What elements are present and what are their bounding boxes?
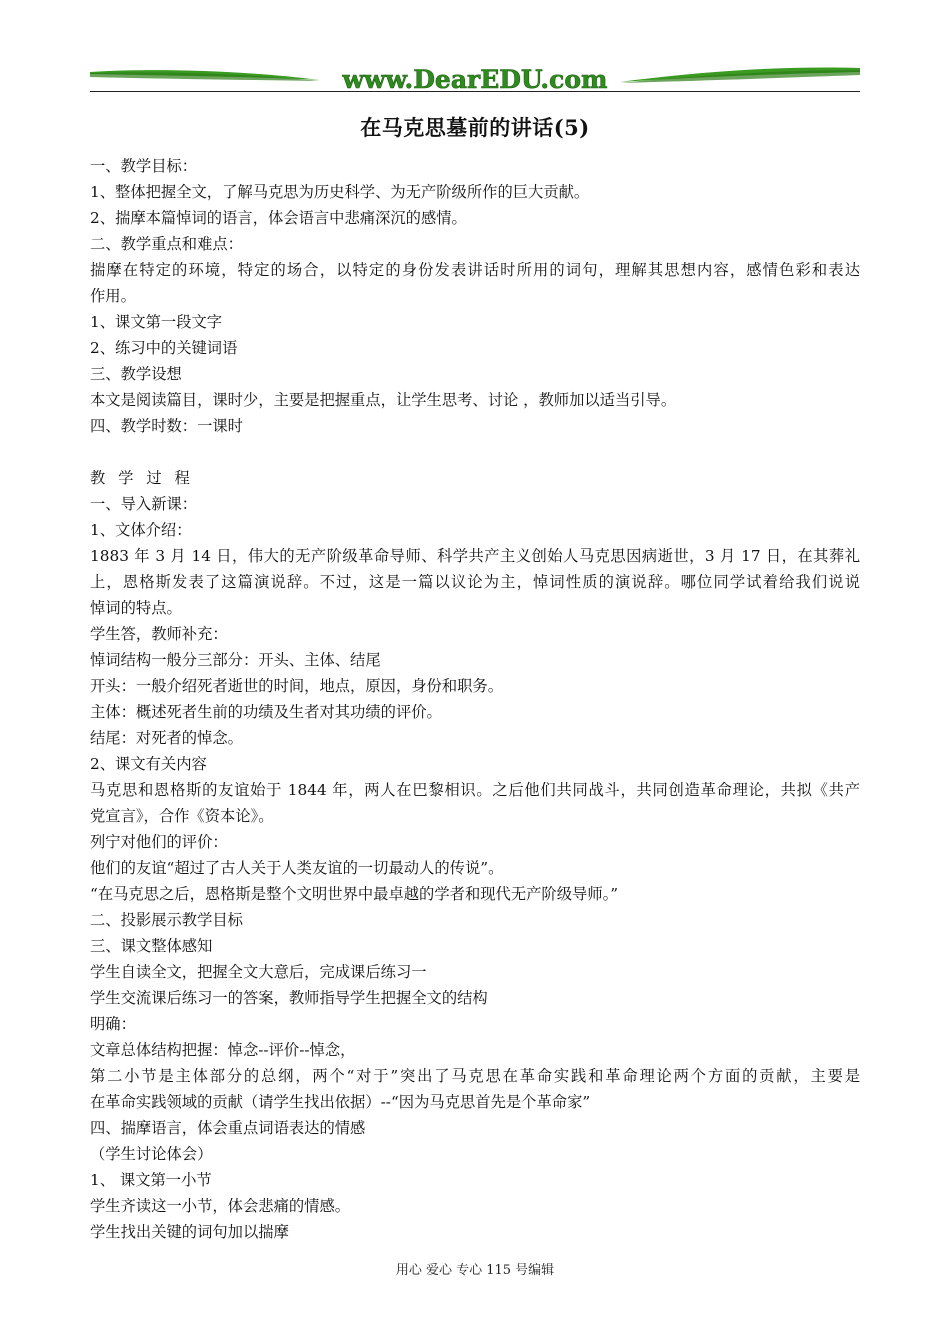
text-line: 第二小节是主体部分的总纲，两个“对于”突出了马克思在革命实践和革命理论两个方面的贡献，主要是	[90, 1067, 860, 1085]
text-line	[90, 439, 860, 465]
text-line: 1、 课文第一小节	[90, 1171, 212, 1189]
text-line: 三、教学设想	[90, 365, 182, 383]
text-line: 学生答，教师补充：	[90, 625, 228, 643]
document-body	[90, 153, 860, 1245]
text-line: 二、教学重点和难点：	[90, 235, 243, 253]
text-line: 揣摩在特定的环境，特定的场合，以特定的身份发表讲话时所用的词句，理解其思想内容，感情色彩和表达	[90, 261, 860, 279]
text-line: 一、导入新课：	[90, 495, 198, 513]
text-line: 1883 年 3 月 14 日，伟大的无产阶级革命导师、科学共产主义创始人马克思因病逝世，3 月 17 日，在其葬礼	[90, 547, 860, 565]
text-line: 四、教学时数：一课时	[90, 417, 243, 435]
text-line: 学生齐读这一小节，体会悲痛的情感。	[90, 1197, 351, 1215]
text-line: 文章总体结构把握：悼念--评价--悼念，	[90, 1041, 356, 1059]
text-line: 结尾：对死者的悼念。	[90, 729, 243, 747]
text-line: 上，恩格斯发表了这篇演说辞。不过，这是一篇以议论为主，悼词性质的演说辞。哪位同学试着给我们说说	[90, 573, 860, 591]
text-line: 学生交流课后练习一的答案，教师指导学生把握全文的结构	[90, 989, 488, 1007]
text-line: 作用。	[90, 287, 136, 305]
text-line: 1、课文第一段文字	[90, 313, 223, 331]
text-line: 三、课文整体感知	[90, 937, 213, 955]
text-line: 学生找出关键的词句加以揣摩	[90, 1223, 289, 1241]
text-line: 主体：概述死者生前的功绩及生者对其功绩的评价。	[90, 703, 442, 721]
text-line: 本文是阅读篇目，课时少，主要是把握重点，让学生思考、讨论 ，教师加以适当引导。	[90, 391, 677, 409]
text-line: 悼词的特点。	[90, 599, 182, 617]
text-line: 1、整体把握全文，了解马克思为历史科学、为无产阶级所作的巨大贡献。	[90, 183, 590, 201]
text-line: 四、揣摩语言，体会重点词语表达的情感	[90, 1119, 366, 1137]
text-line: 明确：	[90, 1015, 136, 1033]
text-line: 2、课文有关内容	[90, 755, 207, 773]
text-line: 2、揣摩本篇悼词的语言，体会语言中悲痛深沉的感情。	[90, 209, 467, 227]
header-divider	[90, 91, 860, 92]
text-line: 开头：一般介绍死者逝世的时间，地点，原因，身份和职务。	[90, 677, 504, 695]
site-logo-graphic	[90, 62, 860, 94]
text-line: 2、练习中的关键词语	[90, 339, 238, 357]
site-header-banner	[90, 62, 860, 94]
site-logo-text: www.DearEDU.com	[342, 65, 608, 94]
text-line: 列宁对他们的评价：	[90, 833, 228, 851]
document-title: 在马克思墓前的讲话(5)	[360, 115, 590, 140]
page-footer: 用心 爱心 专心 115 号编辑	[395, 1263, 555, 1278]
text-line: 学生自读全文，把握全文大意后，完成课后练习一	[90, 963, 427, 981]
text-line: “在马克思之后，恩格斯是整个文明世界中最卓越的学者和现代无产阶级导师。”	[90, 885, 619, 903]
section-heading: 教 学 过 程	[90, 469, 194, 487]
text-line: 二、投影展示教学目标	[90, 911, 243, 929]
text-line: （学生讨论体会）	[90, 1145, 213, 1163]
text-line: 党宣言》，合作《资本论》。	[90, 807, 274, 825]
text-line: 马克思和恩格斯的友谊始于 1844 年，两人在巴黎相识。之后他们共同战斗，共同创造革命理论，共拟《共产	[90, 781, 860, 799]
text-line: 在革命实践领域的贡献（请学生找出依据）--“因为马克思首先是个革命家”	[90, 1093, 591, 1111]
text-line: 1、文体介绍：	[90, 521, 192, 539]
text-line: 悼词结构一般分三部分：开头、主体、结尾	[90, 651, 381, 669]
text-line: 他们的友谊“超过了古人关于人类友谊的一切最动人的传说”。	[90, 859, 504, 877]
text-line: 一、教学目标：	[90, 157, 198, 175]
